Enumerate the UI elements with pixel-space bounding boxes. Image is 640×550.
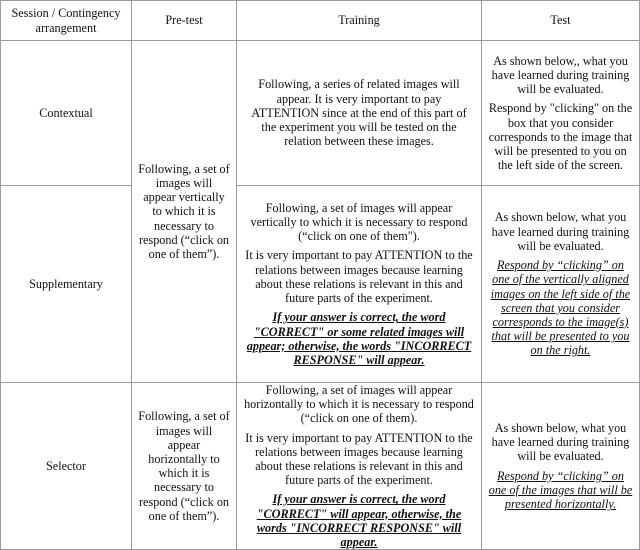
test-instruction-selector: Respond by “clicking” on one of the images that will be presented horizontally. xyxy=(488,468,633,512)
header-training: Training xyxy=(237,1,482,41)
test-cell-supplementary xyxy=(482,186,640,383)
table-row-supplementary xyxy=(1,186,640,383)
pretest-cell-shared xyxy=(132,41,237,383)
pretest-cell-selector xyxy=(132,383,237,550)
session-name-selector: Selector xyxy=(1,383,132,550)
test-instruction-supplementary: Respond by “clicking” on one of the vertically aligned images on the left side of the screen that you consider corresponds to the image(s) that will be presented to you on the right. xyxy=(490,258,631,358)
test-cell-contextual xyxy=(482,41,640,186)
pretest-text-horizontal: Following, a set of images will appear horizontally to which it is necessary to respond (“click on one of them”). xyxy=(138,409,230,523)
training-attention-supplementary: It is very important to pay ATTENTION to the relations between images because learning about these relations is relevant in this and future parts of the experiment. xyxy=(245,248,473,306)
training-intro-selector: Following, a set of images will appear horizontally to which it is necessary to respond (“click on one of them). xyxy=(244,383,474,426)
table-row-selector xyxy=(1,383,640,550)
training-cell-contextual xyxy=(237,41,482,186)
pretest-text-vertical: Following, a set of images will appear vertically to which it is necessary to respond (“click on one of them”). xyxy=(138,161,230,261)
test-intro-selector: As shown below, what you have learned during training will be evaluated. xyxy=(491,421,630,464)
training-cell-selector xyxy=(237,383,482,550)
training-cell-supplementary xyxy=(237,186,482,383)
session-name-contextual: Contextual xyxy=(1,41,132,186)
session-name-supplementary: Supplementary xyxy=(1,186,132,383)
test-intro-contextual: As shown below,, what you have learned during training will be evaluated. xyxy=(491,53,630,97)
header-session: Session / Contingency arrangement xyxy=(1,1,132,41)
test-cell-selector xyxy=(482,383,640,550)
test-instruction-contextual: Respond by "clicking" on the box that you consider corresponds to the image that will be presented to you on the left side of the screen. xyxy=(488,101,633,173)
header-pretest: Pre-test xyxy=(132,1,237,41)
training-text-contextual: Following, a series of related images will appear. It is very important to pay ATTENTION since at the end of this part of the experiment you will be tested on the relation between these images. xyxy=(251,77,467,149)
test-intro-supplementary: As shown below, what you have learned during training will be evaluated. xyxy=(491,210,630,253)
training-feedback-supplementary: If your answer is correct, the word "CORRECT" or some related images will appear; otherwise, the words "INCORRECT RESPONSE" will appear. xyxy=(246,310,472,367)
table-row-contextual xyxy=(1,41,640,186)
header-test: Test xyxy=(482,1,640,41)
training-feedback-selector: If your answer is correct, the word "CORRECT" will appear, otherwise, the words "INCORRECT RESPONSE" will appear. xyxy=(256,492,462,550)
header-row xyxy=(1,1,640,41)
training-attention-selector: It is very important to pay ATTENTION to the relations between images because learning about these relations is relevant in this and future parts of the experiment. xyxy=(245,430,473,488)
training-intro-supplementary: Following, a set of images will appear vertically to which it is necessary to respond (“click on one of them"). xyxy=(250,200,468,244)
